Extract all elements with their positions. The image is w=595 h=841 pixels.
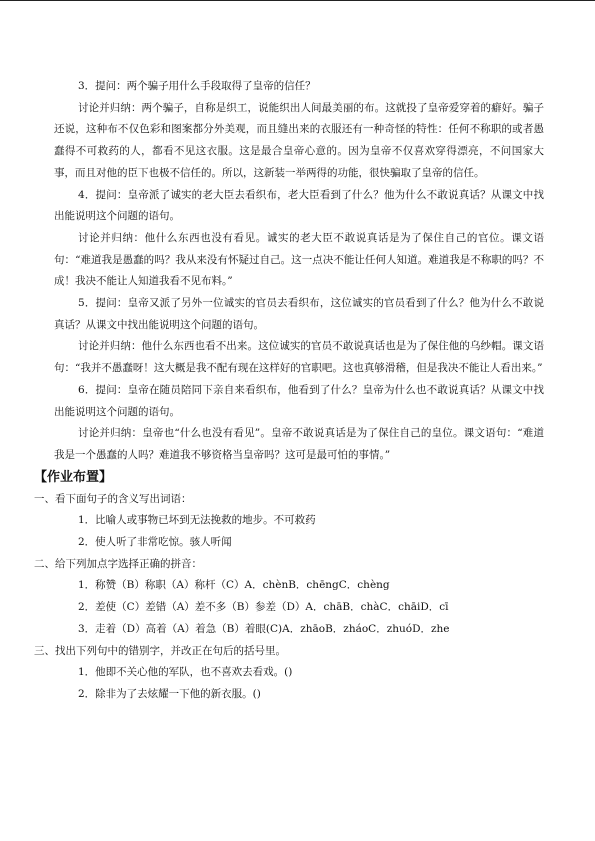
document-page: [34, 76, 544, 706]
section-2-item-3: 3．走着（D）高着（A）着急（B）着眼(C)A．zhāoB．zháoC．zhuóD．zhe: [78, 622, 450, 635]
section-2-item-2: 2．差使（C）差错（A）差不多（B）参差（D）A．chāB．chàC．chāiD．cī: [78, 601, 449, 614]
question-6: 6．提问：皇帝在随员陪同下亲自来看织布，他看到了什么？皇帝为什么也不敢说真话？从课文中找出能说明这个问题的语句。: [54, 383, 544, 418]
answer-3: 讨论并归纳：两个骗子，自称是织工，说能织出人间最美丽的布。这就投了皇帝爱穿着的癖好。骗子还说，这种布不仅色彩和图案都分外美观，而且缝出来的衣服还有一种奇怪的特性：任何不称职的或者愚蠢得不可救药的人，都看不见这衣服。这是最合皇帝心意的。因为皇帝不仅喜欢穿得漂亮，不问国家大事，而且对他的臣下也极不信任的。所以，这新装一举两得的功能，很快骗取了皇帝的信任。: [54, 101, 544, 179]
question-4: 4．提问：皇帝派了诚实的老大臣去看织布，老大臣看到了什么？他为什么不敢说真话？从课文中找出能说明这个问题的语句。: [54, 188, 544, 223]
top-rule: [0, 0, 595, 1]
homework-heading: 【作业布置】: [34, 469, 113, 485]
section-3-title: 三、找出下列句中的错别字，并改正在句后的括号里。: [34, 644, 286, 657]
section-1-title: 一、看下面句子的含义写出词语：: [34, 492, 192, 505]
section-2-item-1: 1．称赞（B）称职（A）称杆（C）A．chènB．chēngC．chèng: [78, 579, 390, 592]
answer-4: 讨论并归纳：他什么东西也没有看见。诚实的老大臣不敢说真话是为了保住自己的官位。课文语句：“难道我是愚蠢的吗？我从来没有怀疑过自己。这一点决不能让任何人知道。难道我是不称职的吗？不成！我决不能让人知道我看不见布料。”: [54, 231, 544, 288]
question-3: 3．提问：两个骗子用什么手段取得了皇帝的信任？: [78, 80, 316, 92]
section-1-item-1: 1．比喻人或事物已坏到无法挽救的地步。不可救药: [78, 514, 316, 527]
answer-6: 讨论并归纳：皇帝也“什么也没有看见”。皇帝不敢说真话是为了保住自己的皇位。课文语句：“难道我是一个愚蠢的人吗？难道我不够资格当皇帝吗？这可是最可怕的事情。”: [54, 427, 544, 461]
section-1-item-2: 2．使人听了非常吃惊。骇人听闻: [78, 536, 232, 549]
section-3-item-2: 2．除非为了去炫耀一下他的新衣服。(): [78, 687, 261, 700]
question-5: 5．提问：皇帝又派了另外一位诚实的官员去看织布，这位诚实的官员看到了什么？他为什么不敢说真话？从课文中找出能说明这个问题的语句。: [54, 297, 544, 331]
answer-5: 讨论并归纳：他什么东西也看不出来。这位诚实的官员不敢说真话也是为了保住他的乌纱帽。课文语句：“我并不愚蠢呀！这大概是我不配有现在这样好的官职吧。这也真够滑稽，但是我决不能让人看出来。”: [54, 340, 544, 375]
section-2-title: 二、给下列加点字选择正确的拼音：: [34, 557, 202, 570]
section-3-item-1: 1．他即不关心他的军队，也不喜欢去看戏。(): [78, 666, 293, 679]
